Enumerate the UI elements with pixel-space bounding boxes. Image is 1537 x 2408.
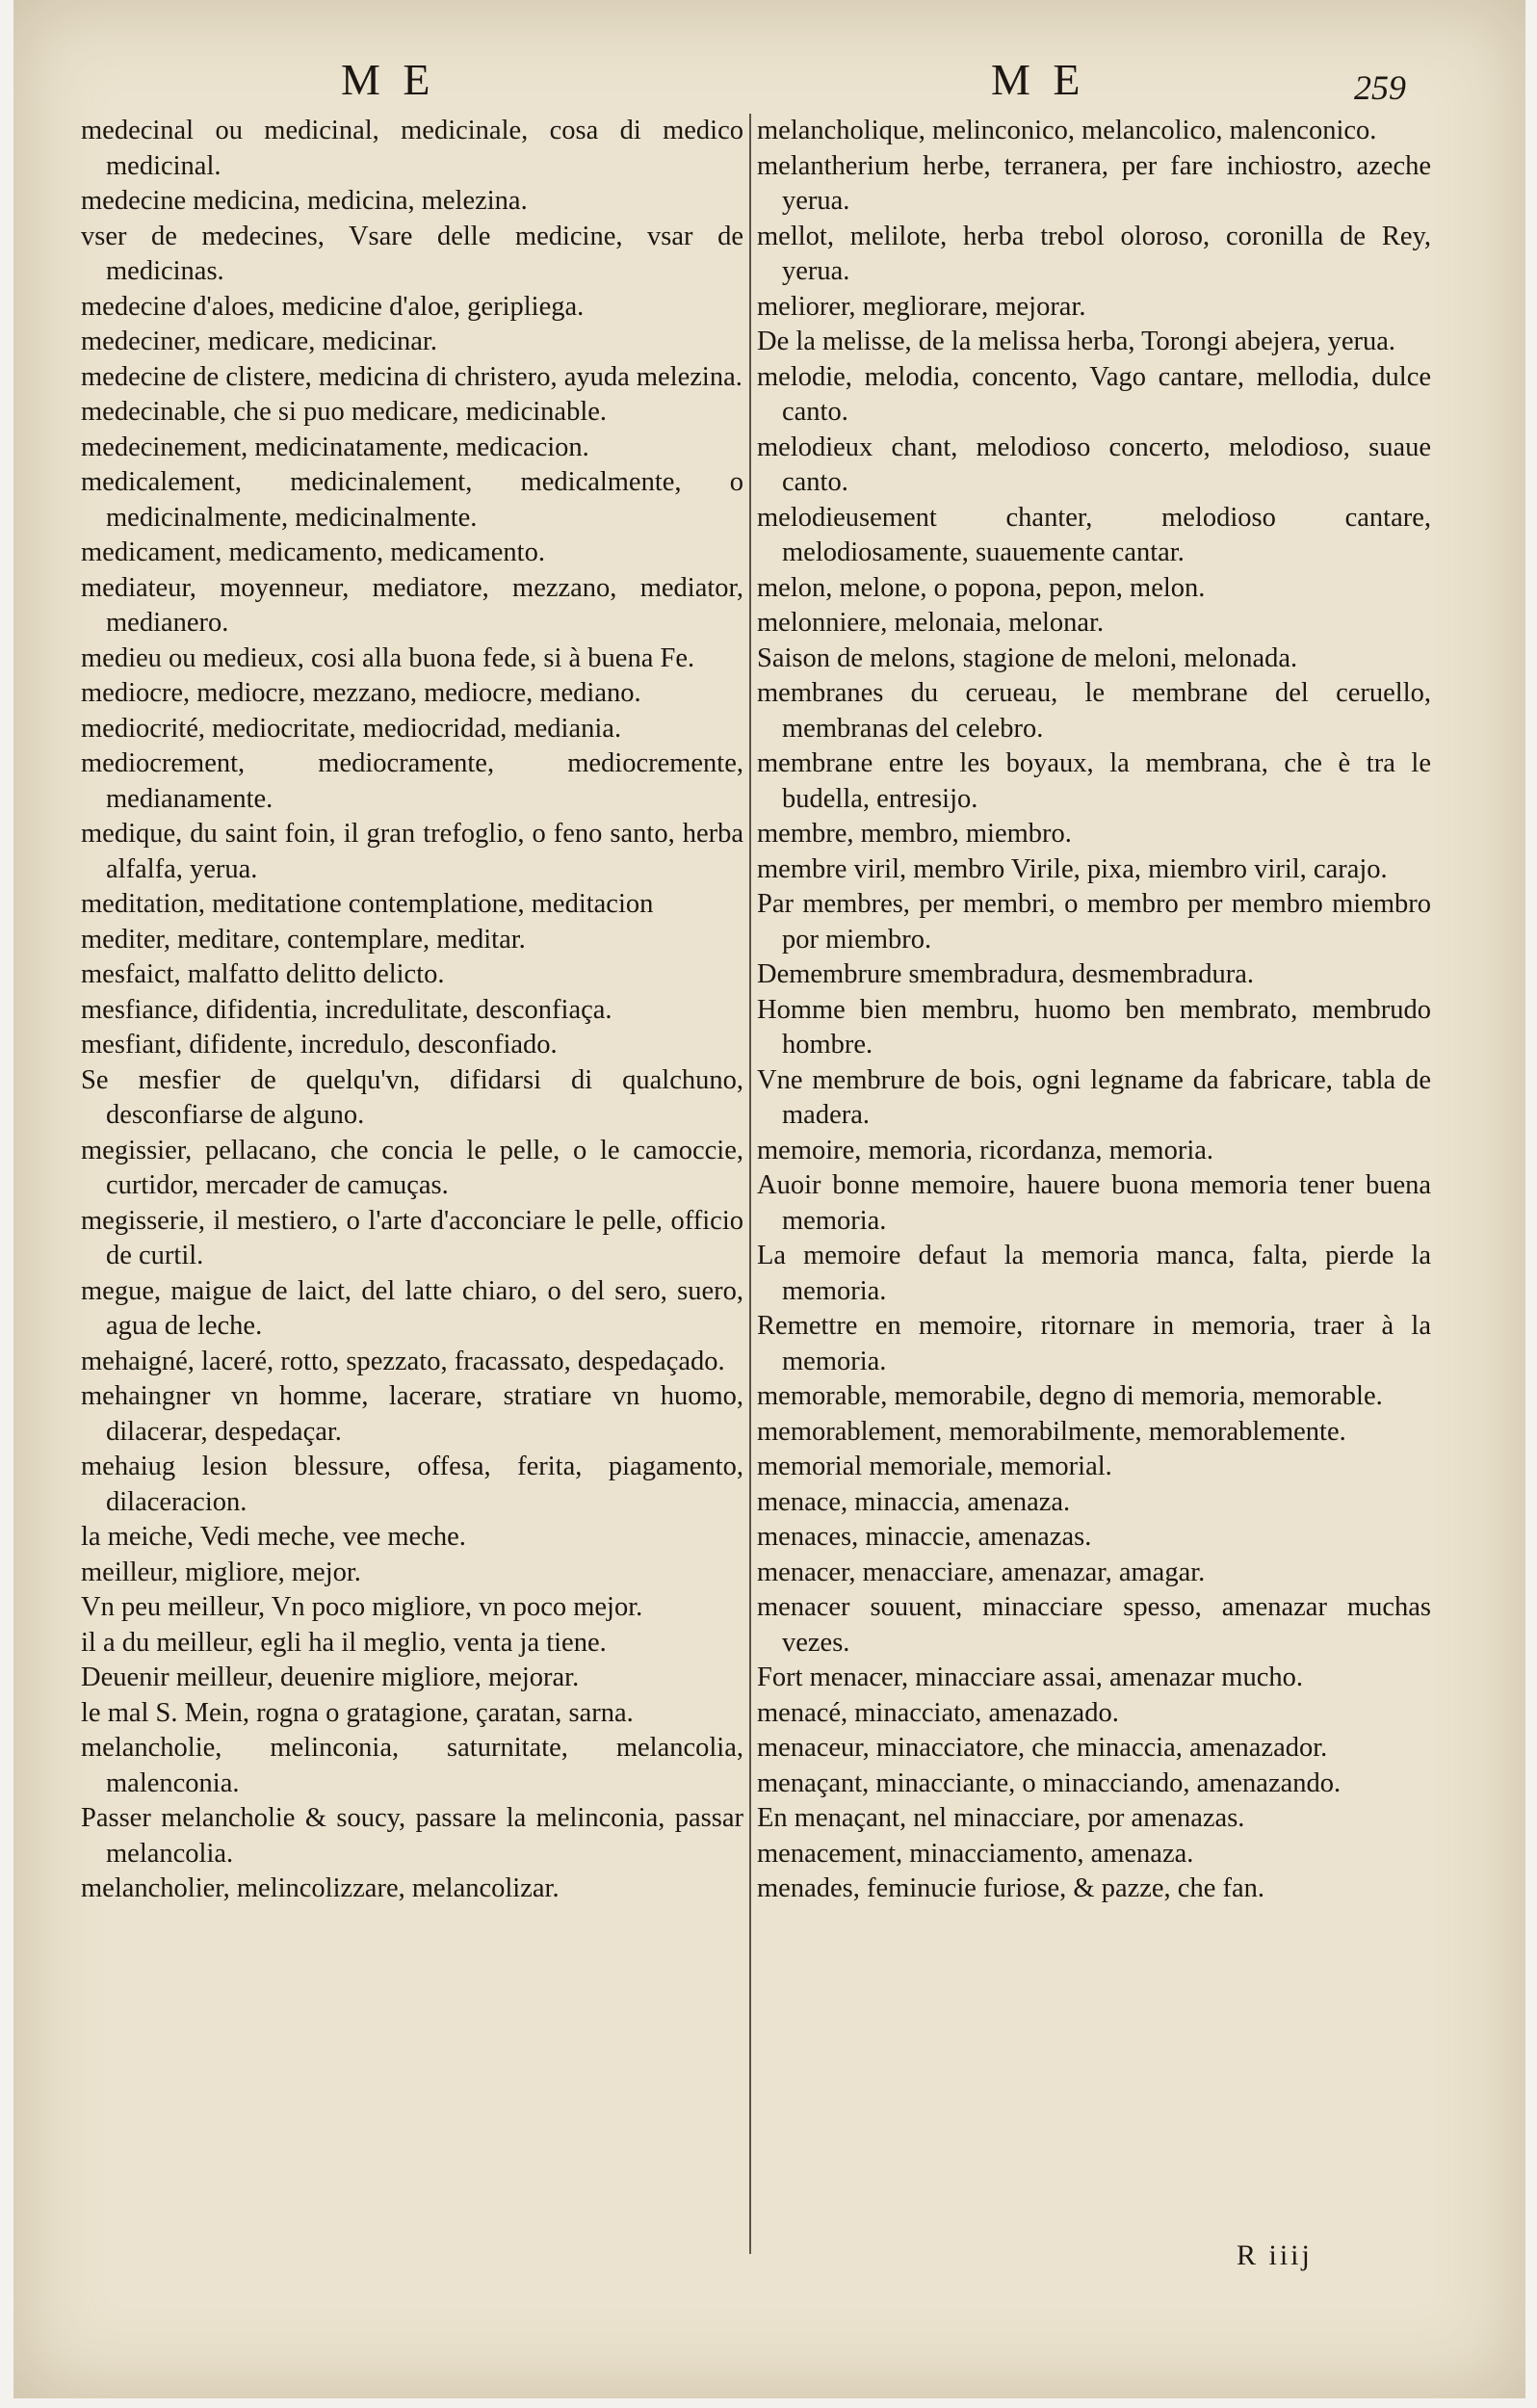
dictionary-entry: mediocrement, mediocramente, mediocremente, medianamente. bbox=[81, 748, 743, 814]
dictionary-entry: mediter, meditare, contemplare, meditar. bbox=[81, 924, 526, 955]
dictionary-entry: medicament, medicamento, medicamento. bbox=[81, 537, 545, 567]
dictionary-entry: mediocre, mediocre, mezzano, mediocre, mediano. bbox=[81, 678, 641, 708]
dictionary-entry: Vn peu meilleur, Vn poco migliore, vn poco mejor. bbox=[81, 1592, 643, 1622]
dictionary-entry: melodieusement chanter, melodioso cantare, melodiosamente, suauemente cantar. bbox=[757, 502, 1431, 567]
dictionary-entry: medieu ou medieux, cosi alla buona fede, si à buena Fe. bbox=[81, 642, 695, 673]
dictionary-entry: menaces, minaccie, amenazas. bbox=[757, 1522, 1092, 1552]
dictionary-entry: medicalement, medicinalement, medicalmente, o medicinalmente, medicinalmente. bbox=[81, 467, 743, 533]
dictionary-entry: mehaigné, laceré, rotto, spezzato, fracassato, despedaçado. bbox=[81, 1346, 725, 1376]
dictionary-entry: medique, du saint foin, il gran trefoglio, o feno santo, herba alfalfa, yerua. bbox=[81, 819, 743, 884]
dictionary-entry: Deuenir meilleur, deuenire migliore, mejorar. bbox=[81, 1662, 580, 1692]
dictionary-entry: membrane entre les boyaux, la membrana, che è tra le budella, entresijo. bbox=[757, 748, 1431, 814]
dictionary-entry: menaçant, minacciante, o minacciando, amenazando. bbox=[757, 1767, 1342, 1798]
dictionary-entry: De la melisse, de la melissa herba, Torongi abejera, yerua. bbox=[757, 327, 1396, 356]
dictionary-entry: mehaiug lesion blessure, offesa, ferita, piagamento, dilaceracion. bbox=[81, 1452, 743, 1517]
signature-mark: R iiij bbox=[1237, 2239, 1313, 2271]
dictionary-entry: megissier, pellacano, che concia le pelle, o le camoccie, curtidor, mercader de camuças. bbox=[81, 1135, 743, 1200]
dictionary-entry: La memoire defaut la memoria manca, falta, pierde la memoria. bbox=[757, 1241, 1431, 1306]
dictionary-entry: menace, minaccia, amenaza. bbox=[757, 1486, 1071, 1517]
dictionary-entry: Auoir bonne memoire, hauere buona memoria tener buena memoria. bbox=[757, 1170, 1431, 1236]
dictionary-entry: Vne membrure de bois, ogni legname da fabricare, tabla de madera. bbox=[757, 1064, 1431, 1130]
dictionary-entry: mesfiant, difidente, incredulo, desconfiado. bbox=[81, 1030, 558, 1060]
column-divider bbox=[749, 114, 751, 2254]
dictionary-entry: melancholie, melinconia, saturnitate, melancolia, malenconia. bbox=[81, 1733, 743, 1798]
dictionary-entry: melodieux chant, melodioso concerto, melodioso, suaue canto. bbox=[757, 432, 1431, 497]
dictionary-entry: memorablement, memorabilmente, memorablemente. bbox=[757, 1416, 1346, 1447]
dictionary-page bbox=[13, 0, 1525, 2398]
dictionary-entry: Se mesfier de quelqu'vn, difidarsi di qualchuno, desconfiarse de alguno. bbox=[81, 1064, 743, 1130]
dictionary-entry: Fort menacer, minacciare assai, amenazar mucho. bbox=[757, 1662, 1303, 1692]
dictionary-entry: meditation, meditatione contemplatione, meditacion bbox=[81, 889, 654, 919]
dictionary-entry: melantherium herbe, terranera, per fare inchiostro, azeche yerua. bbox=[757, 150, 1431, 216]
dictionary-entry: medecinement, medicinatamente, medicacion. bbox=[81, 432, 589, 462]
dictionary-entry: medecinable, che si puo medicare, medicinable. bbox=[81, 397, 608, 427]
dictionary-entry: medecine medicina, medicina, melezina. bbox=[81, 186, 528, 216]
dictionary-entry: membre, membro, miembro. bbox=[757, 819, 1072, 849]
dictionary-entry: medecine de clistere, medicina di christero, ayuda melezina. bbox=[81, 361, 742, 392]
left-column bbox=[81, 114, 743, 1907]
dictionary-entry: meliorer, megliorare, mejorar. bbox=[757, 291, 1086, 322]
dictionary-entry: Remettre en memoire, ritornare in memoria, traer à la memoria. bbox=[757, 1311, 1431, 1376]
dictionary-entry: melonniere, melonaia, melonar. bbox=[757, 608, 1105, 638]
dictionary-entry: le mal S. Mein, rogna o gratagione, çaratan, sarna. bbox=[81, 1697, 634, 1728]
dictionary-entry: menaceur, minacciatore, che minaccia, amenazador. bbox=[757, 1733, 1328, 1763]
dictionary-entry: medeciner, medicare, medicinar. bbox=[81, 327, 437, 356]
dictionary-entry: Passer melancholie & soucy, passare la melinconia, passar melancolia. bbox=[81, 1803, 743, 1869]
dictionary-entry: memorable, memorabile, degno di memoria, memorable. bbox=[757, 1381, 1383, 1411]
dictionary-entry: En menaçant, nel minacciare, por amenazas. bbox=[757, 1803, 1245, 1833]
dictionary-entry: Saison de melons, stagione de meloni, melonada. bbox=[757, 642, 1298, 673]
dictionary-entry: mellot, melilote, herba trebol oloroso, coronilla de Rey, yerua. bbox=[757, 221, 1431, 286]
dictionary-entry: medecine d'aloes, medicine d'aloe, geripliega. bbox=[81, 291, 585, 322]
dictionary-entry: medecinal ou medicinal, medicinale, cosa di medico medicinal. bbox=[81, 116, 743, 181]
dictionary-entry: il a du meilleur, egli ha il meglio, venta ja tiene. bbox=[81, 1627, 607, 1658]
dictionary-entry: mehaingner vn homme, lacerare, stratiare vn huomo, dilacerar, despedaçar. bbox=[81, 1381, 743, 1447]
dictionary-entry: melon, melone, o popona, pepon, melon. bbox=[757, 572, 1206, 603]
dictionary-entry: mesfaict, malfatto delitto delicto. bbox=[81, 959, 445, 989]
dictionary-entry: memorial memoriale, memorial. bbox=[757, 1452, 1112, 1481]
dictionary-entry: melancholique, melinconico, melancolico, malenconico. bbox=[757, 116, 1377, 145]
dictionary-entry: membre viril, membro Virile, pixa, miembro viril, carajo. bbox=[757, 853, 1388, 884]
running-head-right: M E bbox=[991, 55, 1086, 104]
dictionary-entry: membranes du cerueau, le membrane del ceruello, membranas del celebro. bbox=[757, 678, 1431, 744]
dictionary-entry: menades, feminucie furiose, & pazze, che fan. bbox=[757, 1873, 1264, 1903]
right-column bbox=[757, 114, 1431, 1907]
dictionary-entry: melodie, melodia, concento, Vago cantare, mellodia, dulce canto. bbox=[757, 361, 1431, 427]
running-head-left: M E bbox=[341, 55, 436, 104]
dictionary-entry: Homme bien membru, huomo ben membrato, membrudo hombre. bbox=[757, 994, 1431, 1060]
dictionary-entry: vser de medecines, Vsare delle medicine, vsar de medicinas. bbox=[81, 221, 743, 286]
dictionary-entry: Par membres, per membri, o membro per membro miembro por miembro. bbox=[757, 889, 1431, 955]
dictionary-entry: mediocrité, mediocritate, mediocridad, mediania. bbox=[81, 713, 622, 744]
dictionary-entry: megue, maigue de laict, del latte chiaro, o del sero, suero, agua de leche. bbox=[81, 1275, 743, 1341]
dictionary-entry: memoire, memoria, ricordanza, memoria. bbox=[757, 1135, 1214, 1165]
dictionary-entry: la meiche, Vedi meche, vee meche. bbox=[81, 1522, 466, 1552]
dictionary-entry: melancholier, melincolizzare, melancolizar. bbox=[81, 1873, 560, 1903]
dictionary-entry: Demembrure smembradura, desmembradura. bbox=[757, 959, 1254, 989]
dictionary-entry: menacement, minacciamento, amenaza. bbox=[757, 1838, 1194, 1869]
dictionary-entry: mesfiance, difidentia, incredulitate, desconfiaça. bbox=[81, 994, 612, 1025]
dictionary-entry: mediateur, moyenneur, mediatore, mezzano, mediator, medianero. bbox=[81, 572, 743, 638]
dictionary-entry: menacer, menacciare, amenazar, amagar. bbox=[757, 1557, 1206, 1587]
dictionary-entry: megisserie, il mestiero, o l'arte d'acconciare le pelle, officio de curtil. bbox=[81, 1205, 743, 1270]
page-number: 259 bbox=[1354, 68, 1406, 107]
dictionary-entry: menacé, minacciato, amenazado. bbox=[757, 1697, 1119, 1728]
dictionary-entry: meilleur, migliore, mejor. bbox=[81, 1557, 361, 1587]
dictionary-entry: menacer souuent, minacciare spesso, amenazar muchas vezes. bbox=[757, 1592, 1431, 1658]
